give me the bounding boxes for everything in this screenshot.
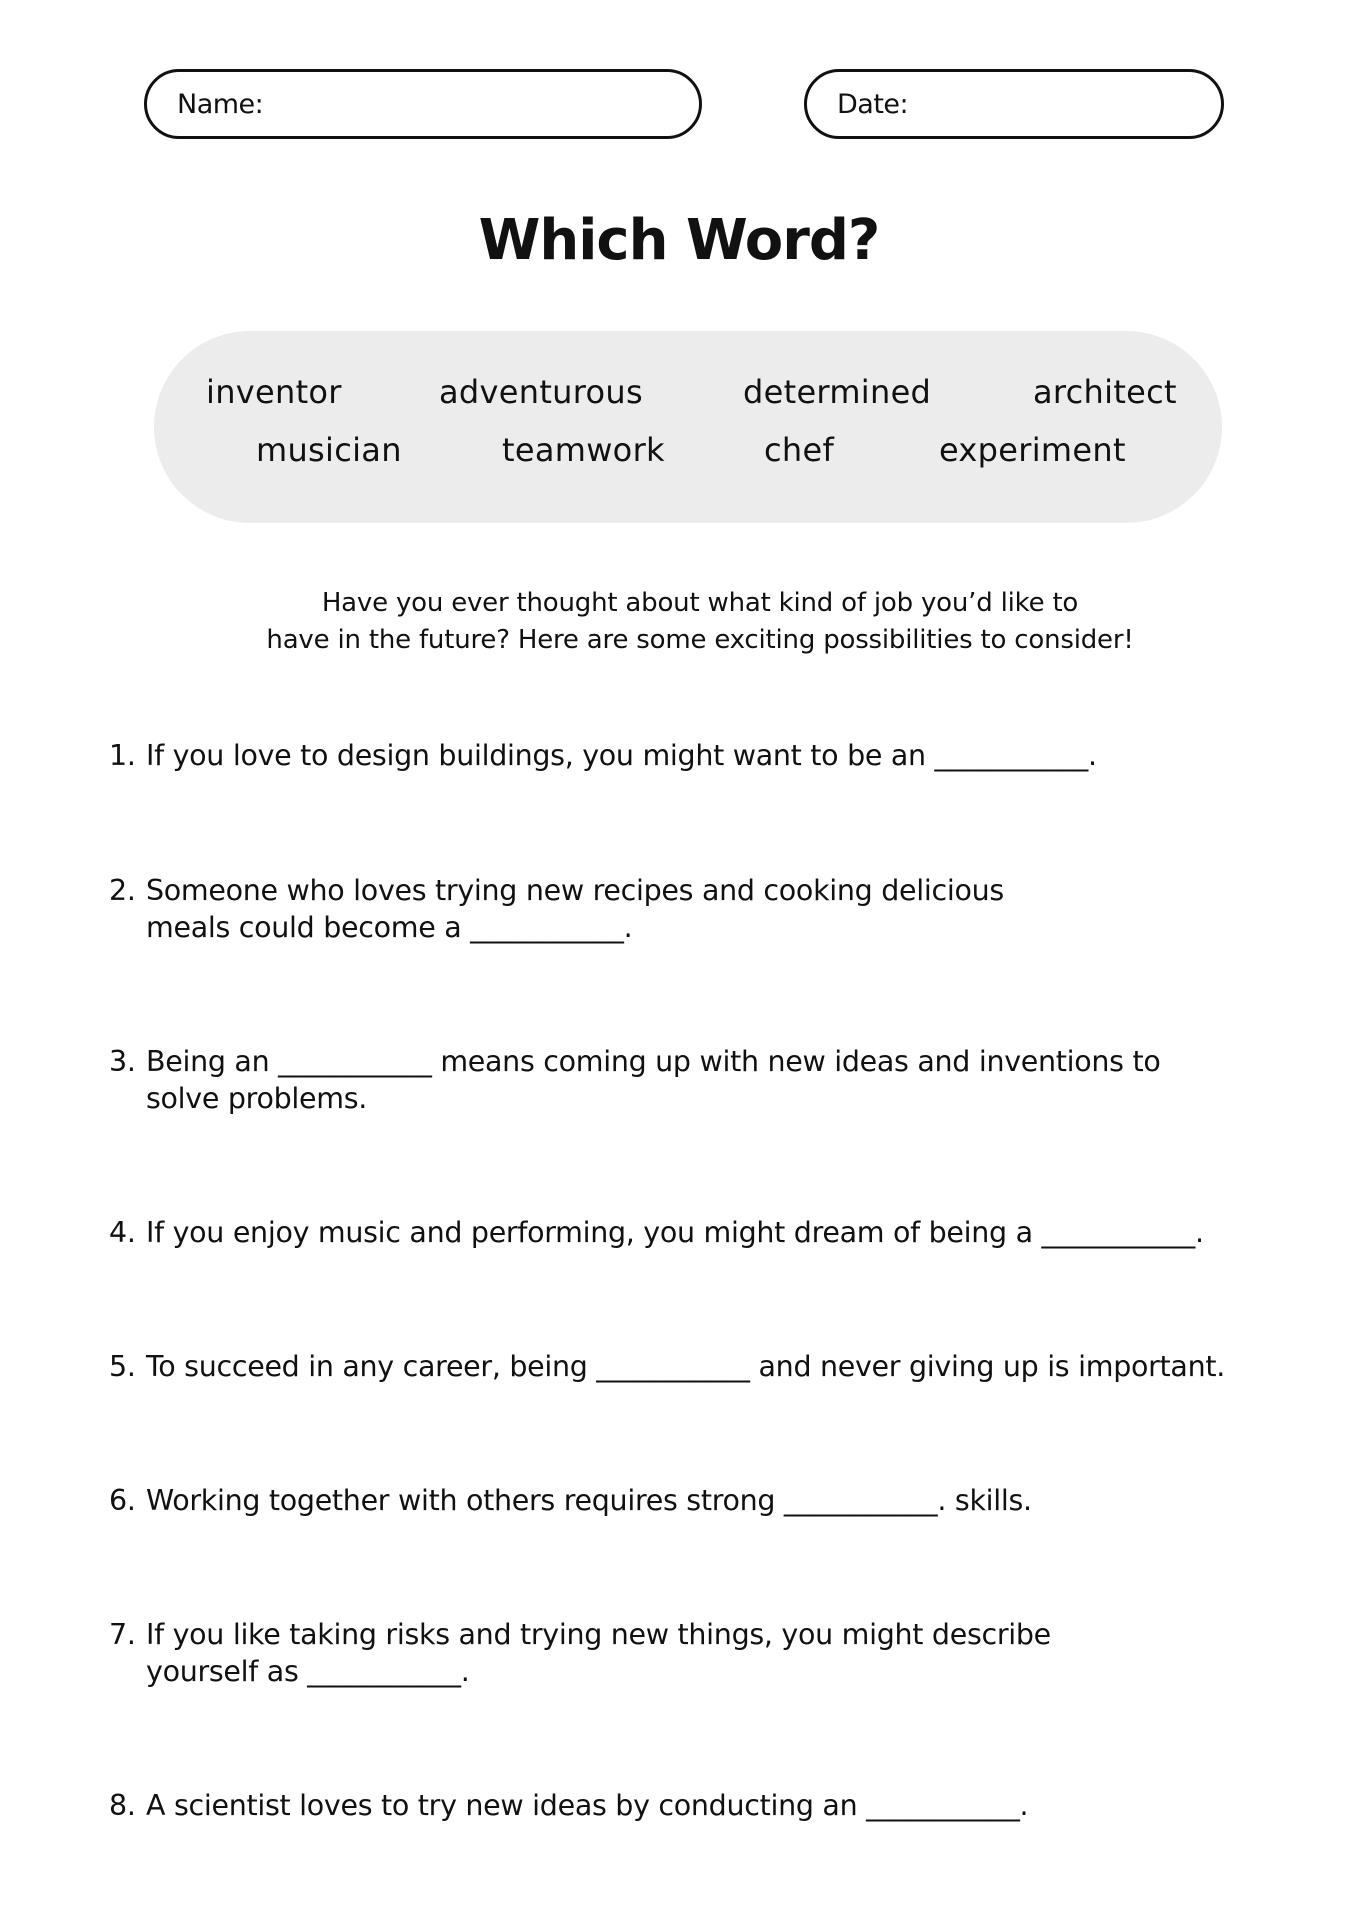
date-label: Date: bbox=[837, 88, 909, 120]
question-text: If you enjoy music and performing, you might dream of being a ___________. bbox=[146, 1216, 1204, 1249]
question-text: Someone who loves trying new recipes and cooking delicious bbox=[146, 874, 1004, 907]
word-bank bbox=[154, 331, 1222, 523]
question-7 bbox=[109, 1616, 1269, 1690]
word-bank-item: teamwork bbox=[502, 431, 665, 469]
intro-line: have in the future? Here are some exciting possibilities to consider! bbox=[266, 625, 1134, 655]
question-text: meals could become a ___________. bbox=[146, 911, 633, 944]
question-text: To succeed in any career, being ___________ and never giving up is important. bbox=[146, 1350, 1225, 1383]
question-number: 2. bbox=[109, 874, 136, 907]
question-4 bbox=[109, 1214, 1269, 1251]
question-8 bbox=[109, 1787, 1269, 1824]
question-text: solve problems. bbox=[146, 1082, 367, 1115]
question-number: 1. bbox=[109, 739, 136, 772]
question-number: 6. bbox=[109, 1484, 136, 1517]
word-bank-item: adventurous bbox=[439, 373, 643, 411]
question-text: Being an ___________ means coming up with new ideas and inventions to bbox=[146, 1045, 1161, 1078]
word-bank-item: inventor bbox=[206, 373, 342, 411]
question-number: 7. bbox=[109, 1618, 136, 1651]
word-bank-item: musician bbox=[256, 431, 402, 469]
intro-line: Have you ever thought about what kind of job you’d like to bbox=[321, 588, 1079, 618]
question-number: 3. bbox=[109, 1045, 136, 1078]
word-bank-item: architect bbox=[1033, 373, 1177, 411]
question-2 bbox=[109, 872, 1269, 946]
question-number: 4. bbox=[109, 1216, 136, 1249]
question-text: A scientist loves to try new ideas by conducting an ___________. bbox=[146, 1789, 1029, 1822]
question-number: 8. bbox=[109, 1789, 136, 1822]
word-bank-item: determined bbox=[743, 373, 932, 411]
question-1 bbox=[109, 737, 1269, 774]
date-field[interactable] bbox=[804, 69, 1224, 139]
word-bank-item: chef bbox=[764, 431, 835, 469]
question-text: yourself as ___________. bbox=[146, 1655, 470, 1688]
question-6 bbox=[109, 1482, 1269, 1519]
question-text: If you like taking risks and trying new things, you might describe bbox=[146, 1618, 1051, 1651]
question-text: Working together with others requires strong ___________. skills. bbox=[146, 1484, 1032, 1517]
page-title: Which Word? bbox=[478, 208, 880, 273]
question-number: 5. bbox=[109, 1350, 136, 1383]
intro-paragraph bbox=[0, 585, 1358, 659]
question-3 bbox=[109, 1043, 1269, 1117]
question-5 bbox=[109, 1348, 1269, 1385]
name-label: Name: bbox=[177, 88, 264, 120]
name-field[interactable] bbox=[144, 69, 702, 139]
word-bank-item: experiment bbox=[939, 431, 1126, 469]
question-text: If you love to design buildings, you might want to be an ___________. bbox=[146, 739, 1097, 772]
